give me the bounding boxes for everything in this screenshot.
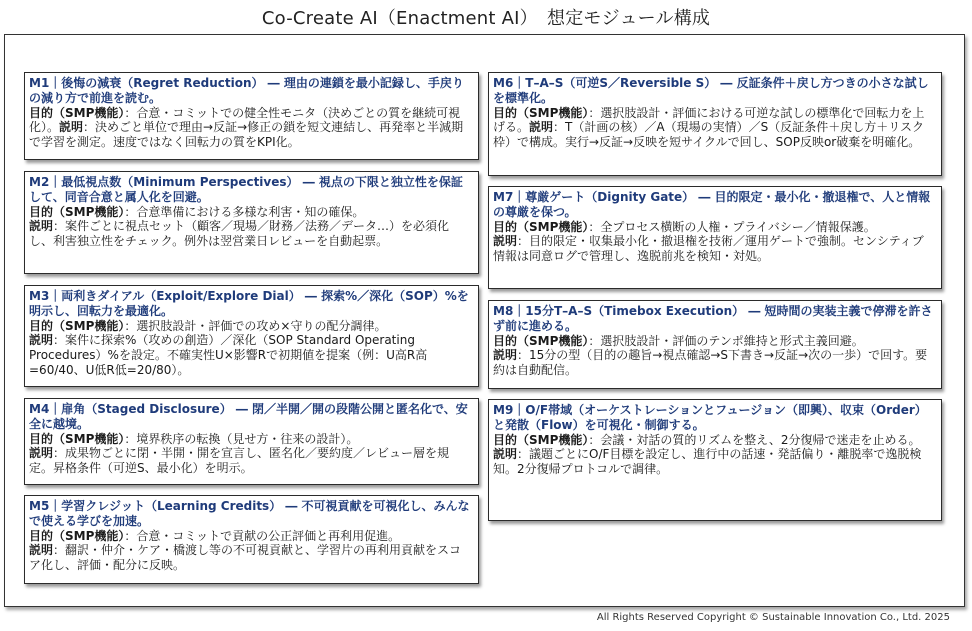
purpose-text: ：選択肢設計・評価での攻め×守りの配分調律。: [124, 318, 387, 333]
module-card-m4: [24, 398, 479, 485]
module-heading: M9｜O/F帯域（オーケストレーションとフュージョン（即興）、収束（Order）と発散（Flow）を可視化・制御する。: [493, 403, 927, 432]
purpose-label: 目的（SMP機能）: [29, 204, 125, 219]
description-text: ：T（計画の核）／A（現場の実情）／S（反証条件＋戻し方＋リスク枠）で構成。実行→反証→反映を短サイクルで回し、SOP反映or破棄を明確化。: [493, 120, 924, 150]
module-description: [29, 446, 472, 476]
description-label: 説明: [493, 447, 518, 462]
purpose-label: 目的（SMP機能）: [493, 333, 589, 348]
module-card-m7: [488, 186, 942, 289]
description-label: 説明: [529, 120, 554, 135]
purpose-text: ：選択肢設計・評価における可逆な試しの標準化で回転力を上げる。: [493, 105, 925, 135]
module-description: [29, 333, 472, 377]
module-heading: M4｜扉角（Staged Disclosure） ― 閉／半開／開の段階公開と匿名化で、安全に越境。: [29, 402, 468, 431]
module-heading: M3｜両利きダイアル（Exploit/Explore Dial） ― 探索%／深化（SOP）%を明示し、回転力を最適化。: [29, 289, 469, 318]
purpose-text: ：合意・コミットで貢献の公正評価と再利用促進。: [124, 528, 401, 543]
description-text: ：議題ごとにO/F目標を設定し、進行中の話速・発話偏り・離脱率で逸脱検知。2分復帰プロトコルで調律。: [493, 447, 922, 477]
module-description: [29, 219, 472, 249]
module-purpose: [493, 334, 935, 349]
module-purpose: [493, 106, 935, 150]
module-purpose: [29, 205, 472, 220]
purpose-text: ：合意・コミットでの健全性モニタ（決めごとの質を継続可視化）。: [29, 105, 461, 135]
purpose-text: ：境界秩序の転換（見せ方・往来の設計）。: [124, 431, 359, 446]
module-card-m3: [24, 285, 479, 387]
module-card-m1: [24, 72, 479, 160]
description-label: 説明: [59, 120, 84, 135]
page-title: Co-Create AI（Enactment AI） 想定モジュール構成: [261, 8, 711, 29]
purpose-label: 目的（SMP機能）: [493, 219, 589, 234]
module-heading: M7｜尊厳ゲート（Dignity Gate） ― 目的限定・最小化・撤退権で、人と情報の尊厳を保つ。: [493, 190, 931, 219]
purpose-text: ：会議・対話の質的リズムを整え、2分復帰で迷走を止める。: [588, 432, 921, 447]
module-purpose: [29, 319, 472, 334]
purpose-label: 目的（SMP機能）: [493, 105, 589, 120]
module-purpose: [493, 220, 935, 235]
module-card-m5: [24, 495, 479, 584]
description-label: 説明: [29, 446, 54, 461]
module-purpose: [493, 433, 935, 448]
purpose-label: 目的（SMP機能）: [29, 105, 125, 120]
module-purpose: [29, 432, 472, 447]
module-purpose: [29, 106, 472, 150]
module-heading: M5｜学習クレジット（Learning Credits） ― 不可視貢献を可視化し、みんなで使える学びを加速。: [29, 499, 470, 528]
description-text: ：翻訳・仲介・ケア・橋渡し等の不可視貢献と、学習片の再利用貢献をスコア化し、評価・配分に反映。: [29, 543, 462, 573]
module-heading: M2｜最低視点数（Minimum Perspectives） ― 視点の下限と独立性を保証して、同音合意と属人化を回避。: [29, 175, 463, 204]
description-text: ：成果物ごとに閉・半開・開を宣言し、匿名化／要約度／レビュー層を規定。昇格条件（可逆S、最小化）を明示。: [29, 446, 450, 476]
module-heading: M8｜15分T–A–S（Timebox Execution） ― 短時間の実装主義で停滞を許さず前に進める。: [493, 304, 933, 333]
copyright-footer: All Rights Reserved Copyright © Sustainable Innovation Co., Ltd. 2025: [596, 612, 950, 623]
module-card-m9: [488, 399, 942, 521]
module-description: [29, 543, 472, 573]
module-card-m6: [488, 72, 942, 176]
module-heading: M1｜後悔の減衰（Regret Reduction） ― 理由の連鎖を最小記録し、手戻りの減り方で前進を読む。: [29, 76, 464, 105]
purpose-text: ：合意準備における多様な利害・知の確保。: [124, 204, 365, 219]
description-text: ：案件に探索%（攻めの創造）／深化（SOP Standard Operating Procedures）%を設定。不確実性U×影響Rで初期値を提案（例：U高R高=60/40、U低R低=20/80）。: [29, 333, 428, 377]
module-heading: M6｜T–A–S（可逆S／Reversible S） ― 反証条件＋戻し方つきの小さな試しを標準化。: [493, 76, 929, 105]
module-card-m8: [488, 300, 942, 389]
module-description: [493, 447, 935, 477]
module-card-m2: [24, 171, 479, 274]
purpose-text: ：全プロセス横断の人権・プライバシー／情報保護。: [588, 219, 876, 234]
purpose-label: 目的（SMP機能）: [493, 432, 589, 447]
purpose-label: 目的（SMP機能）: [29, 431, 125, 446]
module-description: [493, 234, 935, 264]
description-text: ：案件ごとに視点セット（顧客／現場／財務／法務／データ…）を必須化し、利害独立性をチェック。例外は翌営業日レビューを自動起票。: [29, 219, 450, 249]
description-text: ：15分の型（目的の趣旨→視点確認→S下書き→反証→次の一歩）で回す。要約は自動配信。: [493, 348, 928, 378]
description-label: 説明: [29, 219, 54, 234]
description-text: ：決めごと単位で理由→反証→修正の鎖を短文連結し、再発率と半減期で学習を測定。速度ではなく回転力の質をKPI化。: [29, 120, 464, 150]
purpose-label: 目的（SMP機能）: [29, 528, 125, 543]
description-label: 説明: [493, 234, 518, 249]
module-purpose: [29, 529, 472, 544]
description-label: 説明: [493, 348, 518, 363]
description-text: ：目的限定・収集最小化・撤退権を技術／運用ゲートで強制。センシティブ情報は同意ログで管理し、逸脱前兆を検知・対処。: [493, 234, 924, 264]
purpose-label: 目的（SMP機能）: [29, 318, 125, 333]
purpose-text: ：選択肢設計・評価のテンポ維持と形式主義回避。: [588, 333, 864, 348]
module-description: [493, 348, 935, 378]
description-label: 説明: [29, 333, 54, 348]
description-label: 説明: [29, 543, 54, 558]
